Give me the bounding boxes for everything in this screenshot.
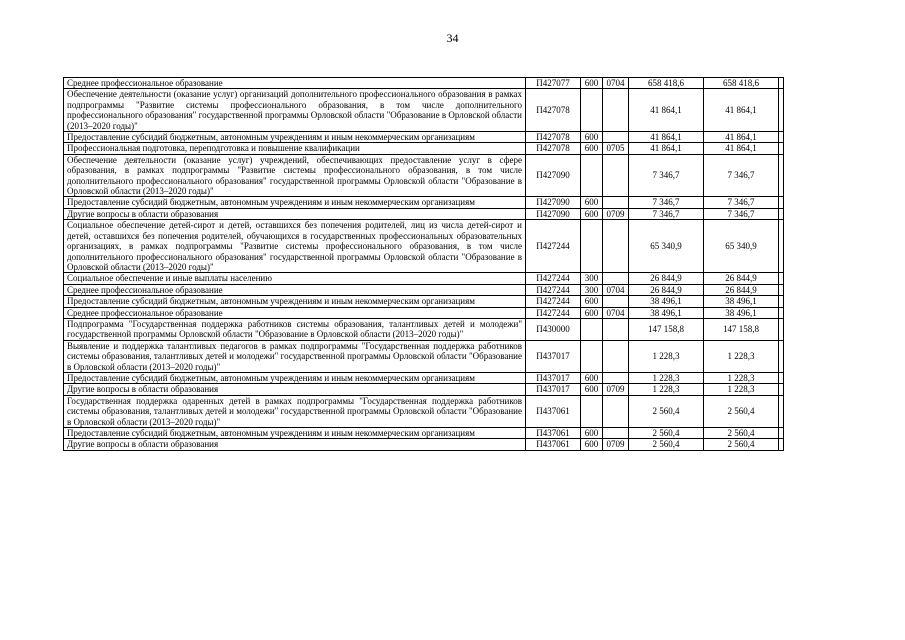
row-blank-cell <box>779 132 784 143</box>
row-amount-2: 41 864,1 <box>704 143 779 154</box>
row-expense-type: 600 <box>581 143 603 154</box>
row-section-code: 0704 <box>603 307 629 318</box>
row-section-code <box>603 395 629 427</box>
row-amount-2: 2 560,4 <box>704 439 779 450</box>
row-amount-2: 1 228,3 <box>704 372 779 383</box>
row-section-code <box>603 220 629 273</box>
row-amount-1: 7 346,7 <box>629 154 704 197</box>
row-amount-2: 65 340,9 <box>704 220 779 273</box>
row-section-code <box>603 89 629 132</box>
row-name: Среднее профессиональное образование <box>64 78 526 89</box>
row-name: Подпрограмма "Государственная поддержка работников системы образования, талантливых детей и молодежи" государственной программы Орловской области "Образование в Орловской области (2013–2020 годы)" <box>64 318 526 340</box>
table-row <box>64 296 784 307</box>
row-expense-type: 600 <box>581 197 603 208</box>
row-target-code: П437017 <box>526 372 581 383</box>
row-expense-type <box>581 89 603 132</box>
table-row <box>64 318 784 340</box>
row-expense-type: 600 <box>581 132 603 143</box>
row-blank-cell <box>779 208 784 219</box>
table-row <box>64 372 784 383</box>
table-row <box>64 154 784 197</box>
row-amount-2: 147 158,8 <box>704 318 779 340</box>
row-expense-type <box>581 318 603 340</box>
table-row <box>64 384 784 395</box>
row-target-code: П427090 <box>526 208 581 219</box>
row-blank-cell <box>779 220 784 273</box>
row-amount-2: 26 844,9 <box>704 273 779 284</box>
row-amount-2: 41 864,1 <box>704 132 779 143</box>
row-blank-cell <box>779 284 784 295</box>
row-amount-1: 2 560,4 <box>629 395 704 427</box>
row-blank-cell <box>779 372 784 383</box>
row-amount-1: 658 418,6 <box>629 78 704 89</box>
row-name: Предоставление субсидий бюджетным, автономным учреждениям и иным некоммерческим организациям <box>64 428 526 439</box>
table-row <box>64 197 784 208</box>
row-expense-type: 600 <box>581 384 603 395</box>
row-blank-cell <box>779 143 784 154</box>
row-amount-1: 26 844,9 <box>629 273 704 284</box>
row-target-code: П427077 <box>526 78 581 89</box>
row-section-code <box>603 428 629 439</box>
row-expense-type <box>581 220 603 273</box>
row-name: Предоставление субсидий бюджетным, автономным учреждениям и иным некоммерческим организациям <box>64 197 526 208</box>
row-name: Государственная поддержка одаренных детей в рамках подпрограммы "Государственная поддержка работников системы образования, талантливых детей и молодежи" государственной программы Орловской области "Образование в Орловской области (2013–2020 годы)" <box>64 395 526 427</box>
row-blank-cell <box>779 154 784 197</box>
row-expense-type: 600 <box>581 372 603 383</box>
row-section-code: 0704 <box>603 78 629 89</box>
row-amount-1: 38 496,1 <box>629 307 704 318</box>
table-row <box>64 220 784 273</box>
row-expense-type <box>581 154 603 197</box>
row-amount-2: 7 346,7 <box>704 208 779 219</box>
row-target-code: П427078 <box>526 132 581 143</box>
row-section-code <box>603 318 629 340</box>
row-amount-1: 38 496,1 <box>629 296 704 307</box>
row-amount-1: 41 864,1 <box>629 132 704 143</box>
table-row <box>64 78 784 89</box>
row-expense-type: 600 <box>581 428 603 439</box>
row-name: Социальное обеспечение детей-сирот и детей, оставшихся без попечения родителей, лиц из числа детей-сирот и детей, оставшихся без попечения родителей, обучающихся в государственных профессиональных образовательных организациях, в рамках подпрограммы "Развитие системы профессионального образования, в том числе дополнительного профессионального образования" государственной программы Орловской области "Образование в Орловской области (2013–2020 годы)" <box>64 220 526 273</box>
row-target-code: П427090 <box>526 197 581 208</box>
row-blank-cell <box>779 439 784 450</box>
row-blank-cell <box>779 307 784 318</box>
row-name: Другие вопросы в области образования <box>64 384 526 395</box>
row-name: Среднее профессиональное образование <box>64 307 526 318</box>
row-expense-type: 600 <box>581 307 603 318</box>
budget-table <box>63 77 784 451</box>
row-name: Обеспечение деятельности (оказание услуг) организаций дополнительного профессионального образования в рамках подпрограммы "Развитие системы профессионального образования, в том числе дополнительного профессионального образования" государственной программы Орловской области "Образование в Орловской области (2013–2020 годы)" <box>64 89 526 132</box>
row-amount-1: 7 346,7 <box>629 197 704 208</box>
row-target-code: П437017 <box>526 340 581 372</box>
row-amount-1: 1 228,3 <box>629 340 704 372</box>
table-row <box>64 439 784 450</box>
row-amount-2: 1 228,3 <box>704 384 779 395</box>
row-amount-1: 2 560,4 <box>629 439 704 450</box>
row-amount-2: 38 496,1 <box>704 296 779 307</box>
table-row <box>64 132 784 143</box>
row-amount-2: 26 844,9 <box>704 284 779 295</box>
row-blank-cell <box>779 273 784 284</box>
row-section-code: 0709 <box>603 384 629 395</box>
row-amount-1: 7 346,7 <box>629 208 704 219</box>
row-name: Выявление и поддержка талантливых педагогов в рамках подпрограммы "Государственная поддержка работников системы образования, талантливых детей и молодежи" государственной программы Орловской области "Образование в Орловской области (2013–2020 годы)" <box>64 340 526 372</box>
row-amount-2: 658 418,6 <box>704 78 779 89</box>
row-expense-type: 600 <box>581 296 603 307</box>
table-row <box>64 89 784 132</box>
row-expense-type <box>581 340 603 372</box>
row-amount-1: 65 340,9 <box>629 220 704 273</box>
row-target-code: П427244 <box>526 273 581 284</box>
row-name: Предоставление субсидий бюджетным, автономным учреждениям и иным некоммерческим организациям <box>64 372 526 383</box>
row-amount-2: 41 864,1 <box>704 89 779 132</box>
table-row <box>64 395 784 427</box>
row-section-code <box>603 296 629 307</box>
row-blank-cell <box>779 428 784 439</box>
row-name: Социальное обеспечение и иные выплаты населению <box>64 273 526 284</box>
row-expense-type: 300 <box>581 273 603 284</box>
row-expense-type: 600 <box>581 439 603 450</box>
row-target-code: П430000 <box>526 318 581 340</box>
row-amount-2: 38 496,1 <box>704 307 779 318</box>
row-name: Обеспечение деятельности (оказание услуг) учреждений, обеспечивающих предоставление услуг в сфере образования, в рамках подпрограммы "Развитие системы профессионального образования, в том числе дополнительного профессионального образования" государственной программы Орловской области "Образование в Орловской области (2013–2020 годы)" <box>64 154 526 197</box>
row-amount-2: 2 560,4 <box>704 428 779 439</box>
row-section-code <box>603 154 629 197</box>
row-expense-type <box>581 395 603 427</box>
row-amount-1: 1 228,3 <box>629 372 704 383</box>
row-target-code: П427244 <box>526 307 581 318</box>
row-target-code: П427244 <box>526 296 581 307</box>
row-name: Профессиональная подготовка, переподготовка и повышение квалификации <box>64 143 526 154</box>
row-section-code <box>603 197 629 208</box>
row-target-code: П427244 <box>526 220 581 273</box>
row-amount-1: 26 844,9 <box>629 284 704 295</box>
row-section-code <box>603 340 629 372</box>
table-row <box>64 428 784 439</box>
table-row <box>64 143 784 154</box>
row-name: Предоставление субсидий бюджетным, автономным учреждениям и иным некоммерческим организациям <box>64 132 526 143</box>
row-amount-1: 2 560,4 <box>629 428 704 439</box>
row-blank-cell <box>779 197 784 208</box>
row-expense-type: 600 <box>581 208 603 219</box>
table-row <box>64 273 784 284</box>
row-blank-cell <box>779 296 784 307</box>
row-target-code: П437061 <box>526 428 581 439</box>
row-section-code: 0704 <box>603 284 629 295</box>
budget-rows <box>64 78 784 451</box>
row-target-code: П437061 <box>526 395 581 427</box>
table-row <box>64 284 784 295</box>
row-section-code: 0705 <box>603 143 629 154</box>
row-section-code <box>603 273 629 284</box>
row-name: Среднее профессиональное образование <box>64 284 526 295</box>
table-row <box>64 208 784 219</box>
row-name: Другие вопросы в области образования <box>64 439 526 450</box>
row-name: Другие вопросы в области образования <box>64 208 526 219</box>
page-number: 34 <box>446 31 459 45</box>
row-blank-cell <box>779 340 784 372</box>
row-name: Предоставление субсидий бюджетным, автономным учреждениям и иным некоммерческим организациям <box>64 296 526 307</box>
row-amount-2: 7 346,7 <box>704 197 779 208</box>
row-expense-type: 300 <box>581 284 603 295</box>
row-expense-type: 600 <box>581 78 603 89</box>
row-blank-cell <box>779 89 784 132</box>
row-blank-cell <box>779 78 784 89</box>
row-section-code <box>603 372 629 383</box>
row-target-code: П437061 <box>526 439 581 450</box>
row-amount-1: 147 158,8 <box>629 318 704 340</box>
table-row <box>64 340 784 372</box>
row-target-code: П427090 <box>526 154 581 197</box>
row-blank-cell <box>779 384 784 395</box>
row-section-code: 0709 <box>603 439 629 450</box>
row-amount-1: 1 228,3 <box>629 384 704 395</box>
row-blank-cell <box>779 395 784 427</box>
table-row <box>64 307 784 318</box>
row-section-code <box>603 132 629 143</box>
row-target-code: П427078 <box>526 143 581 154</box>
row-target-code: П427244 <box>526 284 581 295</box>
row-amount-1: 41 864,1 <box>629 89 704 132</box>
row-amount-2: 7 346,7 <box>704 154 779 197</box>
row-blank-cell <box>779 318 784 340</box>
row-target-code: П437017 <box>526 384 581 395</box>
row-target-code: П427078 <box>526 89 581 132</box>
row-amount-1: 41 864,1 <box>629 143 704 154</box>
row-amount-2: 1 228,3 <box>704 340 779 372</box>
row-amount-2: 2 560,4 <box>704 395 779 427</box>
row-section-code: 0709 <box>603 208 629 219</box>
